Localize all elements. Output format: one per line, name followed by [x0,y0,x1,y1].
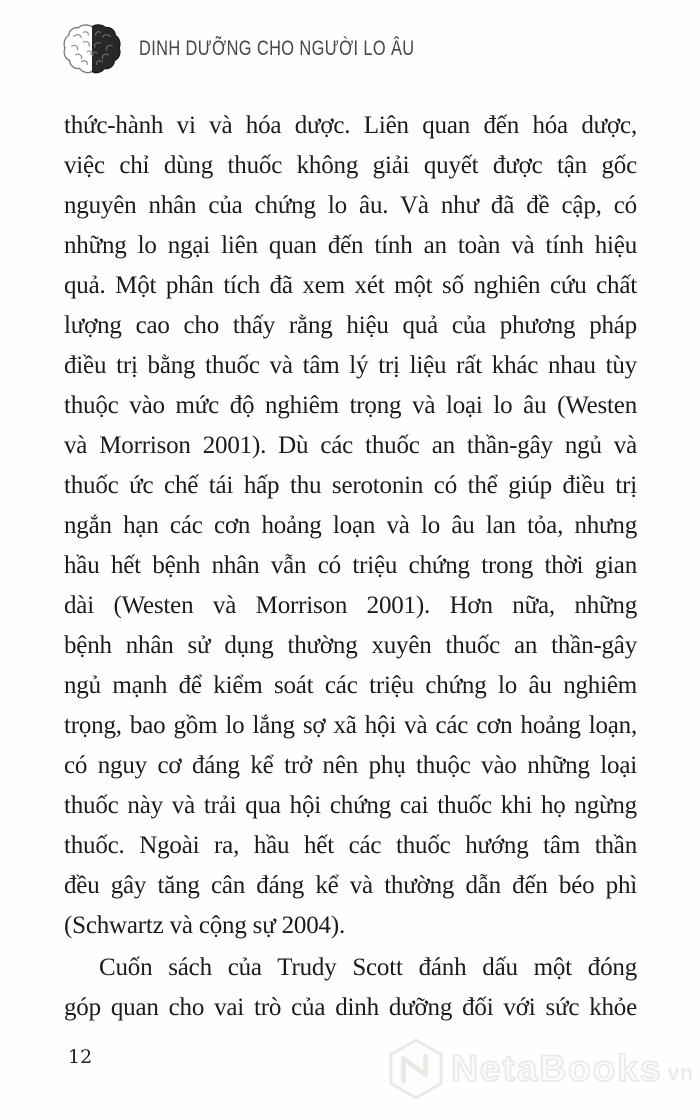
text-line: bệnh nhân sử dụng thường xuyên thuốc an thần-gây [64,632,637,659]
watermark [387,1036,694,1102]
text-line: (Schwartz và cộng sự 2004). [64,912,345,939]
text-line: những lo ngại liên quan đến tính an toàn và tính hiệu [64,232,637,259]
text-line: Cuốn sách của Trudy Scott đánh dấu một đóng [99,954,637,981]
text-line: thuốc. Ngoài ra, hầu hết các thuốc hướng tâm thần [64,832,637,859]
text-line: thuốc này và trải qua hội chứng cai thuốc khi họ ngừng [64,792,637,819]
text-line: quả. Một phân tích đã xem xét một số nghiên cứu chất [64,272,637,299]
text-line: thức-hành vi và hóa dược. Liên quan đến hóa dược, [64,112,637,139]
watermark-suffix: vn [667,1062,694,1085]
text-line: và Morrison 2001). Dù các thuốc an thần-gây ngủ và [64,432,637,459]
page-number: 12 [68,1046,93,1068]
brain-icon [62,22,122,76]
text-line: thuộc vào mức độ nghiêm trọng và loại lo âu (Westen [64,392,637,419]
text-line: trọng, bao gồm lo lắng sợ xã hội và các cơn hoảng loạn, [64,712,637,739]
text-line: dài (Westen và Morrison 2001). Hơn nữa, những [64,592,637,619]
text-line: có nguy cơ đáng kể trở nên phụ thuộc vào những loại [64,752,637,779]
page-body [64,106,637,1028]
text-line: ngủ mạnh để kiểm soát các triệu chứng lo âu nghiêm [64,672,637,699]
text-line: hầu hết bệnh nhân vẫn có triệu chứng trong thời gian [64,552,637,579]
page-title: DINH DƯỠNG CHO NGƯỜI LO ÂU [139,37,415,60]
text-line: việc chỉ dùng thuốc không giải quyết được tận gốc [64,152,637,179]
paragraph [64,106,637,946]
page-header [62,22,492,76]
text-line: điều trị bằng thuốc và tâm lý trị liệu rất khác nhau tùy [64,352,637,379]
text-line: thuốc ức chế tái hấp thu serotonin có thể giúp điều trị [64,472,637,499]
text-line: lượng cao cho thấy rằng hiệu quả của phương pháp [64,312,637,339]
text-line: nguyên nhân của chứng lo âu. Và như đã đề cập, có [64,192,637,219]
watermark-text: NetaBooks [451,1048,663,1089]
hexagon-n-icon [387,1036,445,1102]
paragraph [64,948,637,1028]
text-line: đều gây tăng cân đáng kể và thường dẫn đến béo phì [64,872,637,899]
text-line: góp quan cho vai trò của dinh dưỡng đối với sức khỏe [64,994,637,1021]
text-line: ngắn hạn các cơn hoảng loạn và lo âu lan tỏa, nhưng [64,512,637,539]
